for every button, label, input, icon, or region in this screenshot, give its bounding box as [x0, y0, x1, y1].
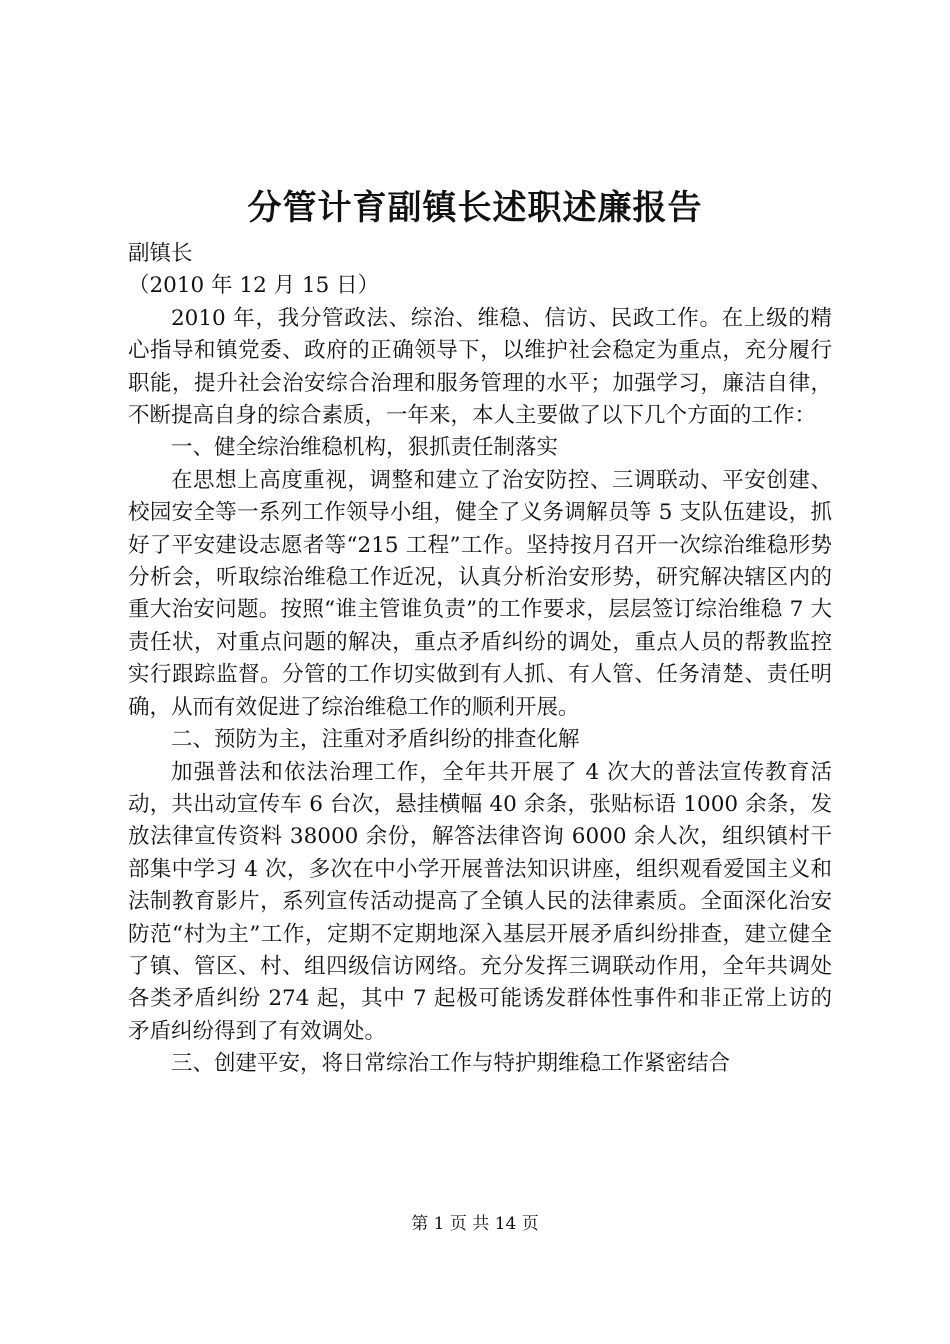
intro-paragraph: 2010 年，我分管政法、综治、维稳、信访、民政工作。在上级的精心指导和镇党委、政府的正确领导下，以维护社会稳定为重点，充分履行职能，提升社会治安综合治理和服务管理的水平；加强学习，廉洁自律，不断提高自身的综合素质，一年来，本人主要做了以下几个方面的工作： — [128, 305, 832, 429]
document-title: 分管计育副镇长述职述廉报告 — [247, 188, 703, 228]
section-heading-2: 二、预防为主，注重对矛盾纠纷的排查化解 — [171, 727, 580, 753]
author-role: 副镇长 — [128, 241, 193, 266]
document-body — [128, 238, 832, 1081]
section-heading-1: 一、健全综治维稳机构，狠抓责任制落实 — [171, 435, 559, 461]
section-paragraph-2: 加强普法和依法治理工作，全年共开展了 4 次大的普法宣传教育活动，共出动宣传车 6 台次，悬挂横幅 40 余条，张贴标语 1000 余条，发放法律宣传资料 38000 余份，解答法律咨询 6000 余人次，组织镇村干部集中学习 4 次，多次在中小学开展普法知识讲座，组织观看爱国主义和法制教育影片，系列宣传活动提高了全镇人民的法律素质。全面深化治安防范“村为主”工作，定期不定期地深入基层开展矛盾纠纷排查，建立健全了镇、管区、村、组四级信访网络。充分发挥三调联动作用，全年共调处各类矛盾纠纷 274 起，其中 7 起极可能诱发群体性事件和非正常上访的矛盾纠纷得到了有效调处。 — [128, 759, 832, 1044]
page-footer: 第 1 页 共 14 页 — [411, 1214, 539, 1234]
section-paragraph-1: 在思想上高度重视，调整和建立了治安防控、三调联动、平安创建、校园安全等一系列工作领导小组，健全了义务调解员等 5 支队伍建设，抓好了平安建设志愿者等“215 工程”工作。坚持按月召开一次综治维稳形势分析会，听取综治维稳工作近况，认真分析治安形势，研究解决辖区内的重大治安问题。按照“谁主管谁负责”的工作要求，层层签订综治维稳 7 大责任状，对重点问题的解决，重点矛盾纠纷的调处，重点人员的帮教监控实行跟踪监督。分管的工作切实做到有人抓、有人管、任务清楚、责任明确，从而有效促进了综治维稳工作的顺利开展。 — [128, 467, 832, 720]
section-heading-3: 三、创建平安，将日常综治工作与特护期维稳工作紧密结合 — [171, 1051, 731, 1077]
report-date: （2010 年 12 月 15 日） — [128, 273, 380, 299]
